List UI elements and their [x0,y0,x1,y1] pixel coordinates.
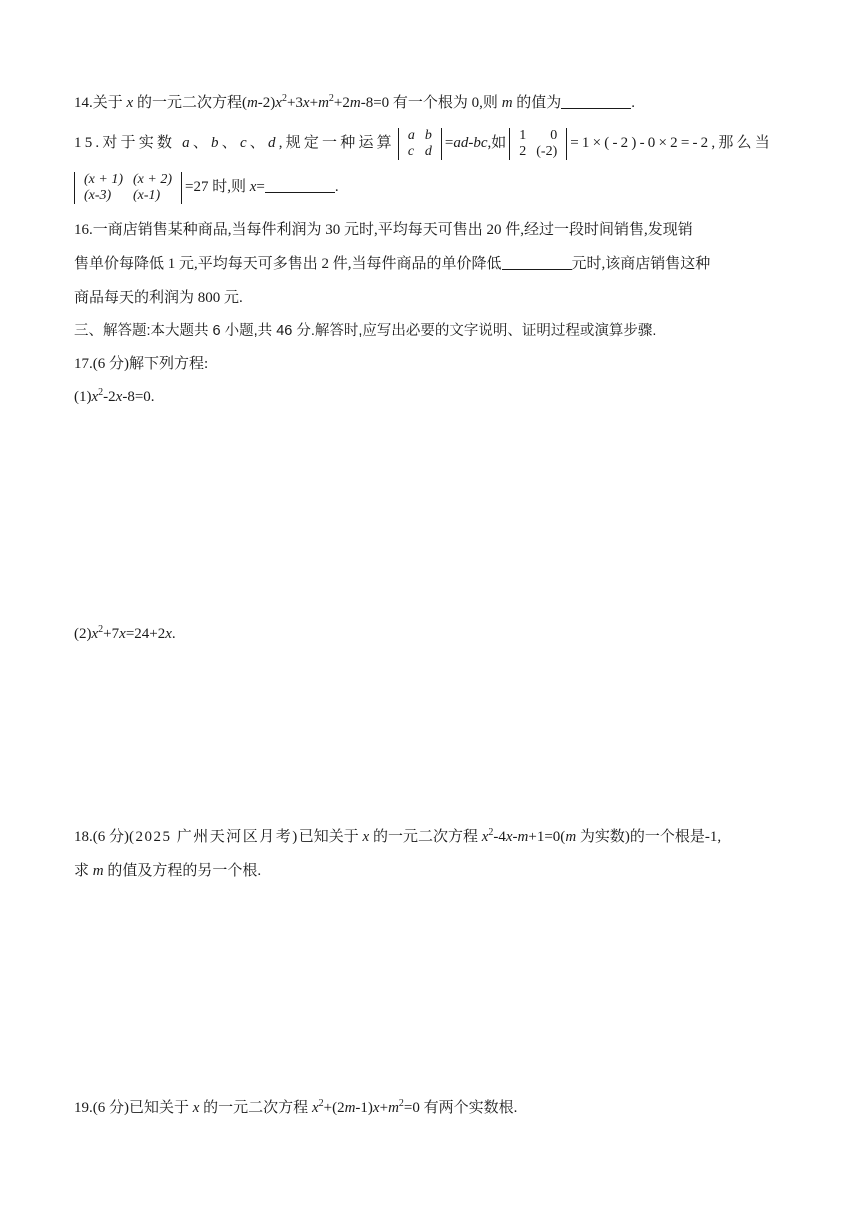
determinant-definition [398,128,442,160]
exponent: 2 [281,93,287,104]
det-cell: 2 [519,143,527,159]
var-b: b [211,135,222,151]
q15-text: 、 [192,135,212,151]
q14-number: 14. [74,95,93,111]
q17-text: . [171,626,176,642]
question-15-line-2 [74,168,339,206]
question-14 [74,92,635,114]
determinant-question [74,172,182,204]
det-cell: a [407,127,415,143]
var-x: x [249,179,257,195]
var-m: m [501,95,513,111]
exponent: 2 [398,1098,404,1109]
det-cell: (x + 2) [133,171,172,187]
det-cell: 1 [519,127,527,143]
q17-text: -8=0. [122,389,155,405]
q15-text: =27 时,则 [185,179,250,195]
q15-text: ,如 [487,135,507,151]
det-cell: (x-3) [84,187,112,203]
q18-text: - [512,829,518,845]
question-18-line-1 [74,826,721,848]
question-18-line-2 [74,860,261,882]
var-bc: bc [473,135,488,151]
q18-text: +1=0( [528,829,566,845]
q18-text: 的值及方程的另一个根. [103,863,262,879]
question-15-line-1 [74,126,773,160]
q19-text: =0 有两个实数根. [403,1100,518,1116]
determinant-example [509,128,567,160]
question-16-line-3: 商品每天的利润为 800 元. [74,290,243,306]
var-d: d [268,135,279,151]
q14-text: . [631,95,636,111]
part-label: (1) [74,389,92,405]
var-x: x [119,626,126,642]
var-x: x [302,95,310,111]
var-x: x [91,389,99,405]
q14-text: 关于 [92,95,127,111]
var-m: m [92,863,104,879]
q16-text: 元时,该商店销售这种 [571,256,711,272]
det-cell: (x-1) [133,187,161,203]
exponent: 2 [98,387,104,398]
question-17-title: 17.(6 分)解下列方程: [74,356,209,372]
q14-text: -8=0 有一个根为 0,则 [360,95,502,111]
var-m: m [349,95,361,111]
var-x: x [115,389,123,405]
var-x: x [311,1100,319,1116]
det-cell: d [424,143,432,159]
q14-text: +2 [333,95,350,111]
exponent: 2 [98,624,104,635]
q17-text: +7 [103,626,120,642]
var-x: x [372,1100,380,1116]
question-19 [74,1097,517,1119]
q15-text: 、 [249,135,268,151]
question-16-line-2 [74,253,710,275]
q15-text: . [334,179,339,195]
var-m: m [344,1100,356,1116]
det-cell: 0 [550,127,558,143]
q14-text: -2) [257,95,276,111]
det-cell: (x + 1) [84,171,123,187]
q18-text: 18.(6 分) [74,829,129,845]
var-x: x [362,829,370,845]
var-x: x [126,95,134,111]
q18-text: -4 [493,829,506,845]
q19-text: + [379,1100,389,1116]
var-x: x [505,829,513,845]
var-x: x [91,626,99,642]
det-cell: b [424,127,432,143]
question-17-part-2 [74,623,176,645]
var-x: x [481,829,489,845]
q19-text: 19.(6 分)已知关于 [74,1100,193,1116]
var-m: m [388,1100,399,1116]
q18-text: 已知关于 [298,829,363,845]
question-16-line-1: 16.一商店销售某种商品,当每件利润为 30 元时,平均每天可售出 20 件,经过一段时间销售,发现销 [74,222,693,238]
exponent: 2 [318,1098,324,1109]
exponent: 2 [328,93,334,104]
q15-text: = [256,179,265,195]
answer-blank[interactable] [561,93,631,109]
var-m: m [318,95,329,111]
var-x: x [275,95,282,111]
var-x: x [192,1100,200,1116]
section-heading: 三、解答题:本大题共 6 小题,共 46 分.解答时,应写出必要的文字说明、证明过程或演算步骤. [74,323,657,339]
answer-blank[interactable] [502,254,572,270]
q18-source: (2025 广州天河区月考) [129,829,299,845]
q15-number: 15. [74,135,103,151]
q15-text: ,规定一种运算 [278,135,395,151]
part-label: (2) [74,626,92,642]
var-a: a [182,135,193,151]
q18-text: 为实数)的一个根是-1, [576,829,722,845]
q18-text: 的一元二次方程 [369,829,482,845]
var-ad: ad [453,135,469,151]
q15-text: 对于实数 [102,135,183,151]
q15-text: 、 [221,135,240,151]
q19-text: +(2 [323,1100,345,1116]
q19-text: 的一元二次方程 [199,1100,312,1116]
q15-text: =1×(-2)-0×2=-2,那么当 [570,135,773,151]
var-m: m [565,829,577,845]
det-cell: c [407,143,415,159]
q17-text: =24+2 [125,626,166,642]
answer-blank[interactable] [265,177,335,193]
q14-text: 的一元二次方程( [133,95,247,111]
q14-text: +3 [286,95,303,111]
q15-text: - [468,135,474,151]
q17-text: -2 [103,389,116,405]
q15-text: = [444,135,454,151]
q16-text: 售单价每降低 1 元,平均每天可多售出 2 件,当每件商品的单价降低 [74,256,502,272]
question-17-part-1 [74,386,155,408]
var-c: c [239,135,250,151]
q19-text: -1) [355,1100,373,1116]
var-m: m [517,829,529,845]
q14-text: 的值为 [512,95,562,111]
var-m: m [246,95,258,111]
det-cell: (-2) [536,143,558,159]
var-x: x [165,626,172,642]
q18-text: 求 [74,863,93,879]
exponent: 2 [488,827,494,838]
q14-text: + [309,95,319,111]
